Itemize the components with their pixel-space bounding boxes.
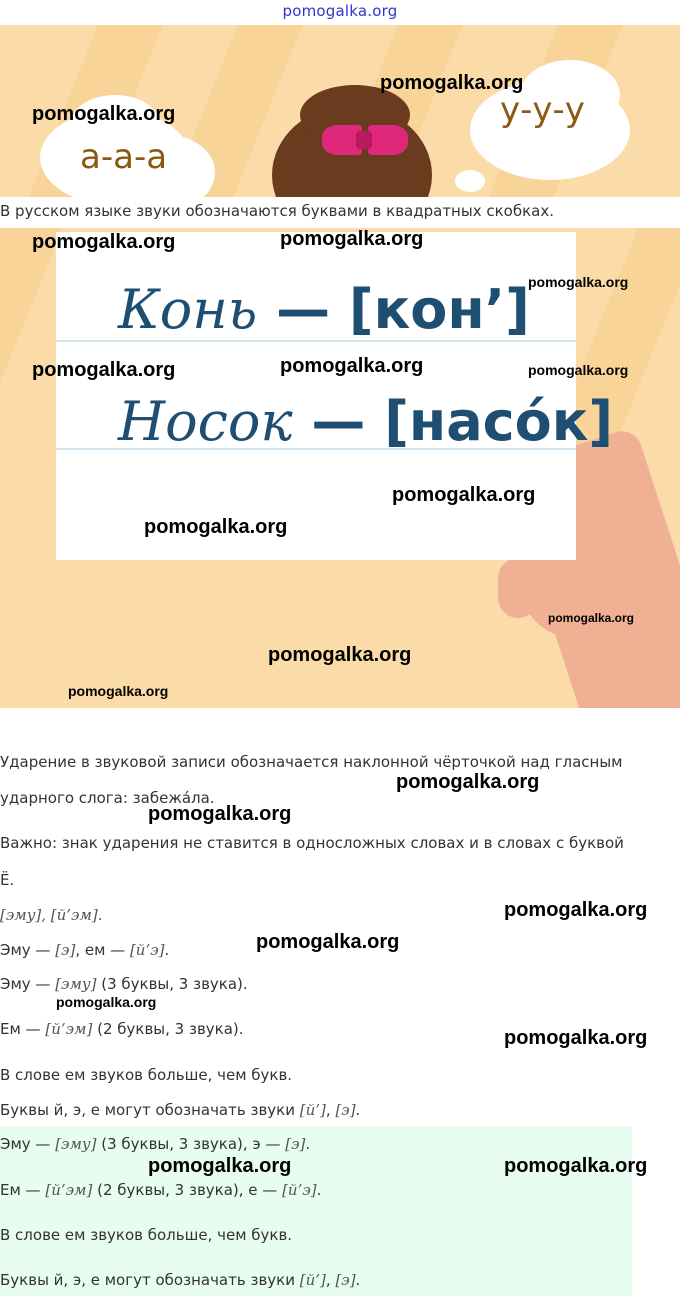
line-more-sounds: В слове ем звуков больше, чем букв. [0, 1066, 293, 1084]
card-dash-1: — [257, 278, 349, 341]
card-line-1 [118, 278, 530, 341]
card-word-nosok: Носок [118, 390, 293, 453]
watermark: pomogalka.org [504, 899, 648, 921]
card-transcription-kon: [кон’] [348, 278, 530, 341]
card-line-2 [118, 390, 613, 453]
site-label: pomogalka.org [282, 2, 398, 20]
paragraph-important-2: Ё. [0, 871, 15, 889]
watermark: pomogalka.org [280, 355, 424, 377]
watermark: pomogalka.org [504, 1027, 648, 1049]
watermark: pomogalka.org [528, 274, 629, 290]
watermark: pomogalka.org [504, 1155, 648, 1177]
summary-line-letters: Буквы й, э, е могут обозначать звуки [й’], [э]. [0, 1271, 361, 1289]
card-dash-2: — [292, 390, 385, 453]
summary-line-more-sounds: В слове ем звуков больше, чем букв. [0, 1226, 293, 1244]
math-transcriptions: [эму], [й’эм]. [0, 906, 103, 924]
watermark: pomogalka.org [148, 1155, 292, 1177]
paragraph-stress-1: Ударение в звуковой записи обозначается наклонной чёрточкой над гласным [0, 753, 623, 771]
line-emu-count: Эму — [эму] (3 буквы, 3 звука). [0, 975, 248, 993]
line-em-count: Ем — [й’эм] (2 буквы, 3 звука). [0, 1020, 244, 1038]
watermark: pomogalka.org [548, 611, 635, 625]
watermark: pomogalka.org [32, 103, 176, 125]
line-letters-sounds: Буквы й, э, е могут обозначать звуки [й’], [э]. [0, 1101, 361, 1119]
caption-sounds: В русском языке звуки обозначаются буквами в квадратных скобках. [0, 202, 554, 220]
watermark: pomogalka.org [148, 803, 292, 825]
watermark: pomogalka.org [56, 994, 157, 1010]
watermark: pomogalka.org [280, 228, 424, 250]
watermark: pomogalka.org [32, 359, 176, 381]
paragraph-important-1: Важно: знак ударения не ставится в односложных словах и в словах с буквой [0, 834, 624, 852]
watermark: pomogalka.org [32, 231, 176, 253]
summary-line-em: Ем — [й’эм] (2 буквы, 3 звука), е — [й’э]. [0, 1181, 322, 1199]
paragraph-stress-2: ударного слога: забежа́ла. [0, 789, 215, 807]
line-emu-em: Эму — [э], ем — [й’э]. [0, 941, 170, 959]
watermark: pomogalka.org [392, 484, 536, 506]
watermark: pomogalka.org [396, 771, 540, 793]
summary-line-emu: Эму — [эму] (3 буквы, 3 звука), э — [э]. [0, 1135, 311, 1153]
cloud-left-text: а-а-а [80, 137, 168, 177]
watermark: pomogalka.org [268, 644, 412, 666]
cloud-right-text: у-у-у [500, 90, 585, 130]
card-word-kon: Конь [118, 278, 258, 341]
watermark: pomogalka.org [144, 516, 288, 538]
watermark: pomogalka.org [256, 931, 400, 953]
card-transcription-nosok: [насо́к] [384, 390, 614, 453]
watermark: pomogalka.org [380, 72, 524, 94]
watermark: pomogalka.org [68, 683, 169, 699]
watermark: pomogalka.org [528, 362, 629, 378]
